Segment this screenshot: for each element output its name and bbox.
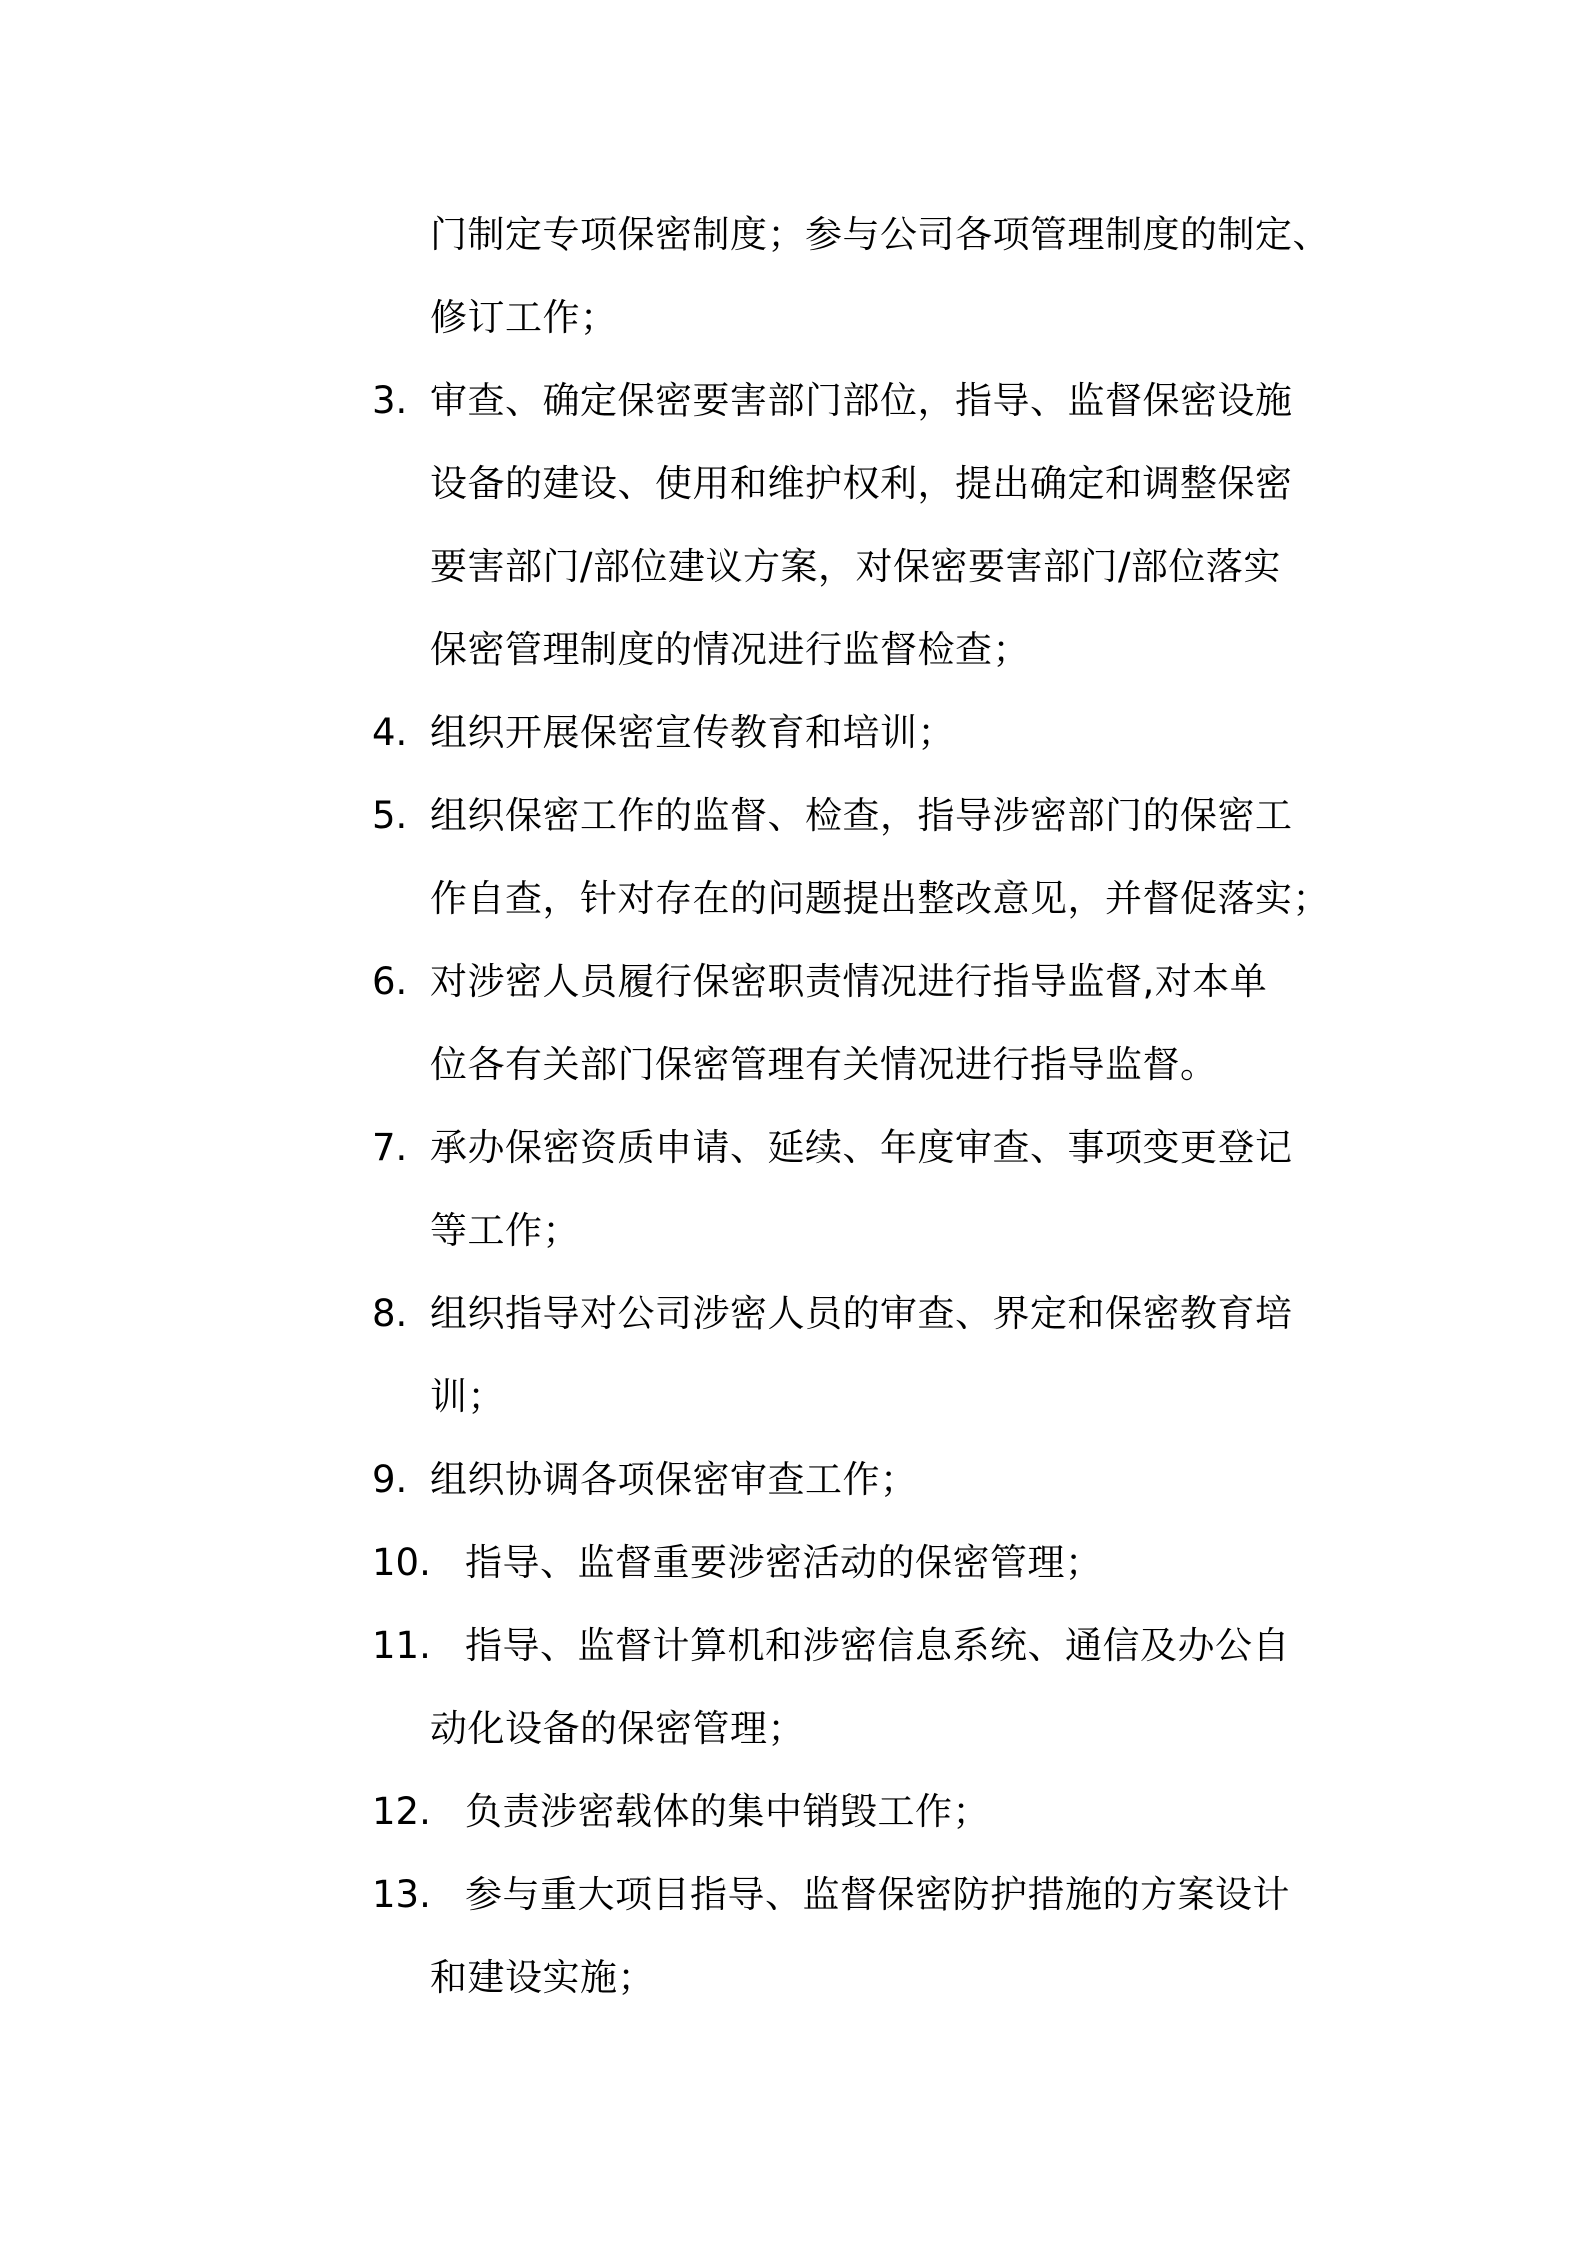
list-item-text: 保密管理制度的情况进行监督检查； (430, 628, 1030, 671)
list-item-text: 作自查，针对存在的问题提出整改意见，并督促落实； (430, 877, 1330, 920)
list-item-text: 和建设实施； (430, 1956, 655, 1999)
continuation-line-2: 修订工作； (430, 296, 618, 339)
list-item-text: 指导、监督计算机和涉密信息系统、通信及办公自 (465, 1624, 1290, 1667)
list-item-text: 要害部门/部位建议方案，对保密要害部门/部位落实 (430, 545, 1281, 588)
list-item-text: 指导、监督重要涉密活动的保密管理； (465, 1541, 1103, 1584)
list-item-number: 5. (372, 794, 408, 837)
list-item-number: 10. (372, 1541, 431, 1584)
list-item-text: 负责涉密载体的集中销毁工作； (465, 1790, 990, 1833)
list-item-text: 组织协调各项保密审查工作； (430, 1458, 918, 1501)
list-item-number: 7. (372, 1126, 408, 1169)
list-item-number: 6. (372, 960, 408, 1003)
list-item-text: 对涉密人员履行保密职责情况进行指导监督,对本单 (430, 960, 1268, 1003)
list-item-number: 13. (372, 1873, 431, 1916)
list-item-number: 8. (372, 1292, 408, 1335)
list-item-text: 训； (430, 1375, 505, 1418)
list-item-text: 动化设备的保密管理； (430, 1707, 805, 1750)
list-item-number: 3. (372, 379, 408, 422)
list-item-number: 12. (372, 1790, 431, 1833)
list-item-text: 设备的建设、使用和维护权利，提出确定和调整保密 (430, 462, 1293, 505)
list-item-number: 9. (372, 1458, 408, 1501)
list-item-text: 审查、确定保密要害部门部位，指导、监督保密设施 (430, 379, 1293, 422)
list-item-text: 参与重大项目指导、监督保密防护措施的方案设计 (465, 1873, 1290, 1916)
list-item-text: 组织指导对公司涉密人员的审查、界定和保密教育培 (430, 1292, 1293, 1335)
list-item-text: 位各有关部门保密管理有关情况进行指导监督。 (430, 1043, 1218, 1086)
list-item-text: 承办保密资质申请、延续、年度审查、事项变更登记 (430, 1126, 1293, 1169)
continuation-line-1: 门制定专项保密制度；参与公司各项管理制度的制定、 (430, 213, 1330, 256)
list-item-text: 组织开展保密宣传教育和培训； (430, 711, 955, 754)
list-item-text: 组织保密工作的监督、检查，指导涉密部门的保密工 (430, 794, 1293, 837)
list-item-number: 4. (372, 711, 408, 754)
list-item-text: 等工作； (430, 1209, 580, 1252)
list-item-number: 11. (372, 1624, 431, 1667)
